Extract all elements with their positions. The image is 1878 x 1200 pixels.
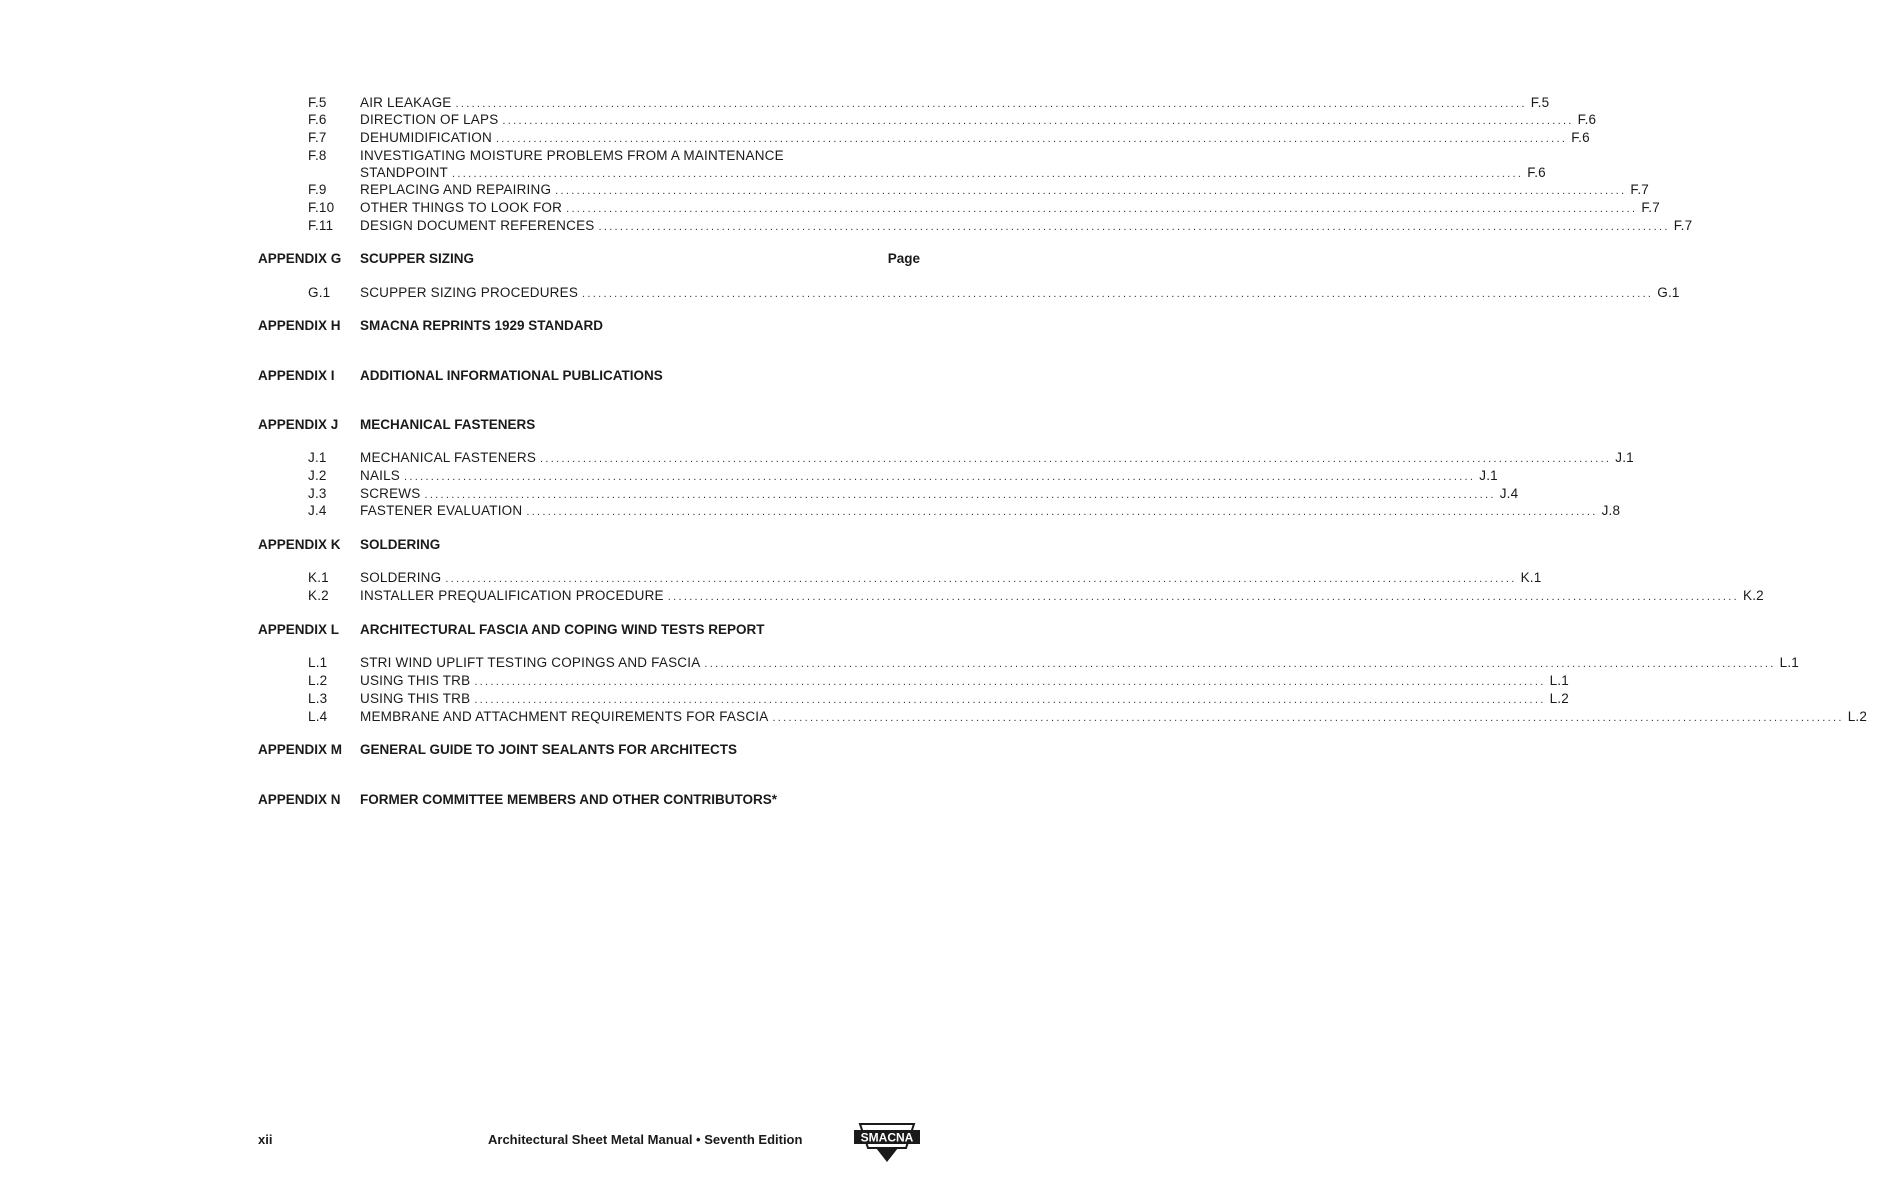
entry-page: F.7 — [1673, 218, 1693, 233]
dot-leader: ........................................................................................................................................................................................................ — [424, 489, 1496, 501]
dot-leader: ........................................................................................................................................................................................................ — [474, 694, 1546, 706]
entry-title: AIR LEAKAGE — [360, 95, 452, 110]
dot-leader: ........................................................................................................................................................................................................ — [502, 115, 1574, 127]
entry-title: SCREWS — [360, 486, 421, 501]
entry-page: L.1 — [1549, 673, 1569, 688]
appendix-heading — [258, 536, 920, 554]
page-number: xii — [258, 1132, 273, 1147]
entry-title: USING THIS TRB — [360, 673, 471, 688]
dot-leader: ........................................................................................................................................................................................................ — [474, 676, 1546, 688]
dot-leader: ........................................................................................................................................................................................................ — [598, 221, 1670, 233]
entry-title: DEHUMIDIFICATION — [360, 130, 492, 145]
toc-entry — [258, 708, 1868, 725]
entry-number: K.2 — [308, 588, 329, 603]
entry-title: STANDPOINT — [360, 165, 449, 180]
entry-number: F.10 — [308, 200, 335, 215]
entry-number: F.9 — [308, 182, 327, 197]
entry-number: K.1 — [308, 570, 329, 585]
appendix-heading — [258, 317, 920, 335]
entry-number: F.8 — [308, 148, 327, 163]
appendix-title: MECHANICAL FASTENERS — [360, 417, 536, 432]
toc-entry — [258, 449, 1634, 466]
appendix-title: SOLDERING — [360, 537, 441, 552]
entry-title: NAILS — [360, 468, 401, 483]
appendix-heading — [258, 416, 920, 434]
appendix-title: ARCHITECTURAL FASCIA AND COPING WIND TESTS REPORT — [360, 622, 765, 637]
entry-page: J.1 — [1615, 450, 1634, 465]
entry-page: J.8 — [1601, 503, 1621, 518]
entry-number: L.2 — [308, 673, 328, 688]
appendix-title: SMACNA REPRINTS 1929 STANDARD — [360, 318, 604, 333]
dot-leader: ........................................................................................................................................................................................................ — [582, 288, 1654, 300]
entry-page: F.6 — [1577, 112, 1597, 127]
toc-entry — [258, 672, 1569, 689]
entry-number: L.3 — [308, 691, 328, 706]
entry-page: K.1 — [1520, 570, 1542, 585]
appendix-label: APPENDIX J — [258, 417, 339, 432]
entry-number: L.4 — [308, 709, 328, 724]
dot-leader: ........................................................................................................................................................................................................ — [704, 658, 1776, 670]
toc-entry — [258, 654, 1800, 671]
entry-number: L.1 — [308, 655, 328, 670]
entry-title: MECHANICAL FASTENERS — [360, 450, 537, 465]
entry-number: J.3 — [308, 486, 327, 501]
appendix-title: FORMER COMMITTEE MEMBERS AND OTHER CONTRIBUTORS* — [360, 792, 777, 807]
page-column-header: Page — [887, 251, 920, 266]
entry-page: F.7 — [1641, 200, 1660, 215]
entry-number: F.5 — [308, 95, 327, 110]
entry-title: OTHER THINGS TO LOOK FOR — [360, 200, 563, 215]
entry-page: J.4 — [1499, 486, 1519, 501]
appendix-label: APPENDIX I — [258, 368, 335, 383]
entry-page: F.7 — [1630, 182, 1649, 197]
dot-leader: ........................................................................................................................................................................................................ — [526, 506, 1598, 518]
dot-leader: ........................................................................................................................................................................................................ — [555, 185, 1627, 197]
dot-leader: ........................................................................................................................................................................................................ — [404, 471, 1476, 483]
entry-title: REPLACING AND REPAIRING — [360, 182, 552, 197]
appendix-label: APPENDIX H — [258, 318, 341, 333]
appendix-heading — [258, 367, 920, 385]
entry-title: USING THIS TRB — [360, 691, 471, 706]
entry-title: DESIGN DOCUMENT REFERENCES — [360, 218, 595, 233]
entry-page: L.2 — [1847, 709, 1868, 724]
appendix-heading — [258, 741, 920, 759]
appendix-heading — [258, 250, 920, 268]
entry-number: F.7 — [308, 130, 327, 145]
appendix-label: APPENDIX N — [258, 792, 341, 807]
dot-leader: ........................................................................................................................................................................................................ — [445, 573, 1517, 585]
entry-page: F.6 — [1571, 130, 1590, 145]
entry-title-line1: INVESTIGATING MOISTURE PROBLEMS FROM A MAINTENANCE — [360, 148, 784, 163]
toc-entry — [258, 569, 1542, 586]
entry-page: F.5 — [1530, 95, 1550, 110]
entry-page: J.1 — [1479, 468, 1498, 483]
dot-leader: ........................................................................................................................................................................................................ — [566, 203, 1638, 215]
appendix-title: ADDITIONAL INFORMATIONAL PUBLICATIONS — [360, 368, 663, 383]
dot-leader: ........................................................................................................................................................................................................ — [452, 168, 1524, 180]
toc-entry — [258, 502, 1621, 519]
entry-number: F.11 — [308, 218, 334, 233]
dot-leader: ........................................................................................................................................................................................................ — [455, 98, 1527, 110]
entry-page: G.1 — [1657, 285, 1680, 300]
entry-title: INSTALLER PREQUALIFICATION PROCEDURE — [360, 588, 664, 603]
entry-number: J.2 — [308, 468, 327, 483]
entry-title: DIRECTION OF LAPS — [360, 112, 499, 127]
entry-title: STRI WIND UPLIFT TESTING COPINGS AND FASCIA — [360, 655, 701, 670]
entry-page: L.2 — [1549, 691, 1569, 706]
entry-number: F.6 — [308, 112, 327, 127]
toc-entry — [258, 129, 1590, 146]
entry-page: F.6 — [1527, 165, 1546, 180]
dot-leader: ........................................................................................................................................................................................................ — [495, 133, 1568, 145]
entry-title: SOLDERING — [360, 570, 442, 585]
entry-number: G.1 — [308, 285, 331, 300]
entry-title: SCUPPER SIZING PROCEDURES — [360, 285, 579, 300]
toc-entry — [258, 690, 1569, 707]
appendix-heading — [258, 791, 920, 809]
toc-entry — [258, 181, 1649, 198]
dot-leader: ........................................................................................................................................................................................................ — [667, 591, 1739, 603]
toc-entry — [258, 94, 1550, 111]
toc-entry — [258, 485, 1519, 502]
appendix-title: GENERAL GUIDE TO JOINT SEALANTS FOR ARCHITECTS — [360, 742, 738, 757]
entry-page: K.2 — [1743, 588, 1764, 603]
dot-leader: ........................................................................................................................................................................................................ — [540, 453, 1612, 465]
toc-entry — [258, 199, 1660, 216]
appendix-label: APPENDIX K — [258, 537, 341, 552]
entry-page: L.1 — [1779, 655, 1800, 670]
entry-title: MEMBRANE AND ATTACHMENT REQUIREMENTS FOR FASCIA — [360, 709, 769, 724]
entry-title: FASTENER EVALUATION — [360, 503, 523, 518]
appendix-label: APPENDIX G — [258, 251, 342, 266]
toc-entry — [258, 217, 1693, 234]
appendix-heading — [258, 621, 920, 639]
toc-entry — [258, 111, 1597, 128]
appendix-label: APPENDIX L — [258, 622, 340, 637]
appendix-title: SCUPPER SIZING — [360, 251, 475, 266]
entry-number: J.1 — [308, 450, 327, 465]
logo-text: SMACNA — [860, 1130, 914, 1145]
toc-entry — [258, 587, 1764, 604]
toc-entry-continuation — [258, 164, 1546, 181]
dot-leader: ........................................................................................................................................................................................................ — [772, 712, 1844, 724]
entry-number: J.4 — [308, 503, 327, 518]
appendix-label: APPENDIX M — [258, 742, 343, 757]
toc-entry — [258, 147, 920, 164]
toc-entry — [258, 467, 1498, 484]
toc-entry — [258, 284, 1680, 301]
smacna-logo-icon — [852, 1118, 922, 1164]
manual-title: Architectural Sheet Metal Manual • Seventh Edition — [488, 1132, 803, 1147]
